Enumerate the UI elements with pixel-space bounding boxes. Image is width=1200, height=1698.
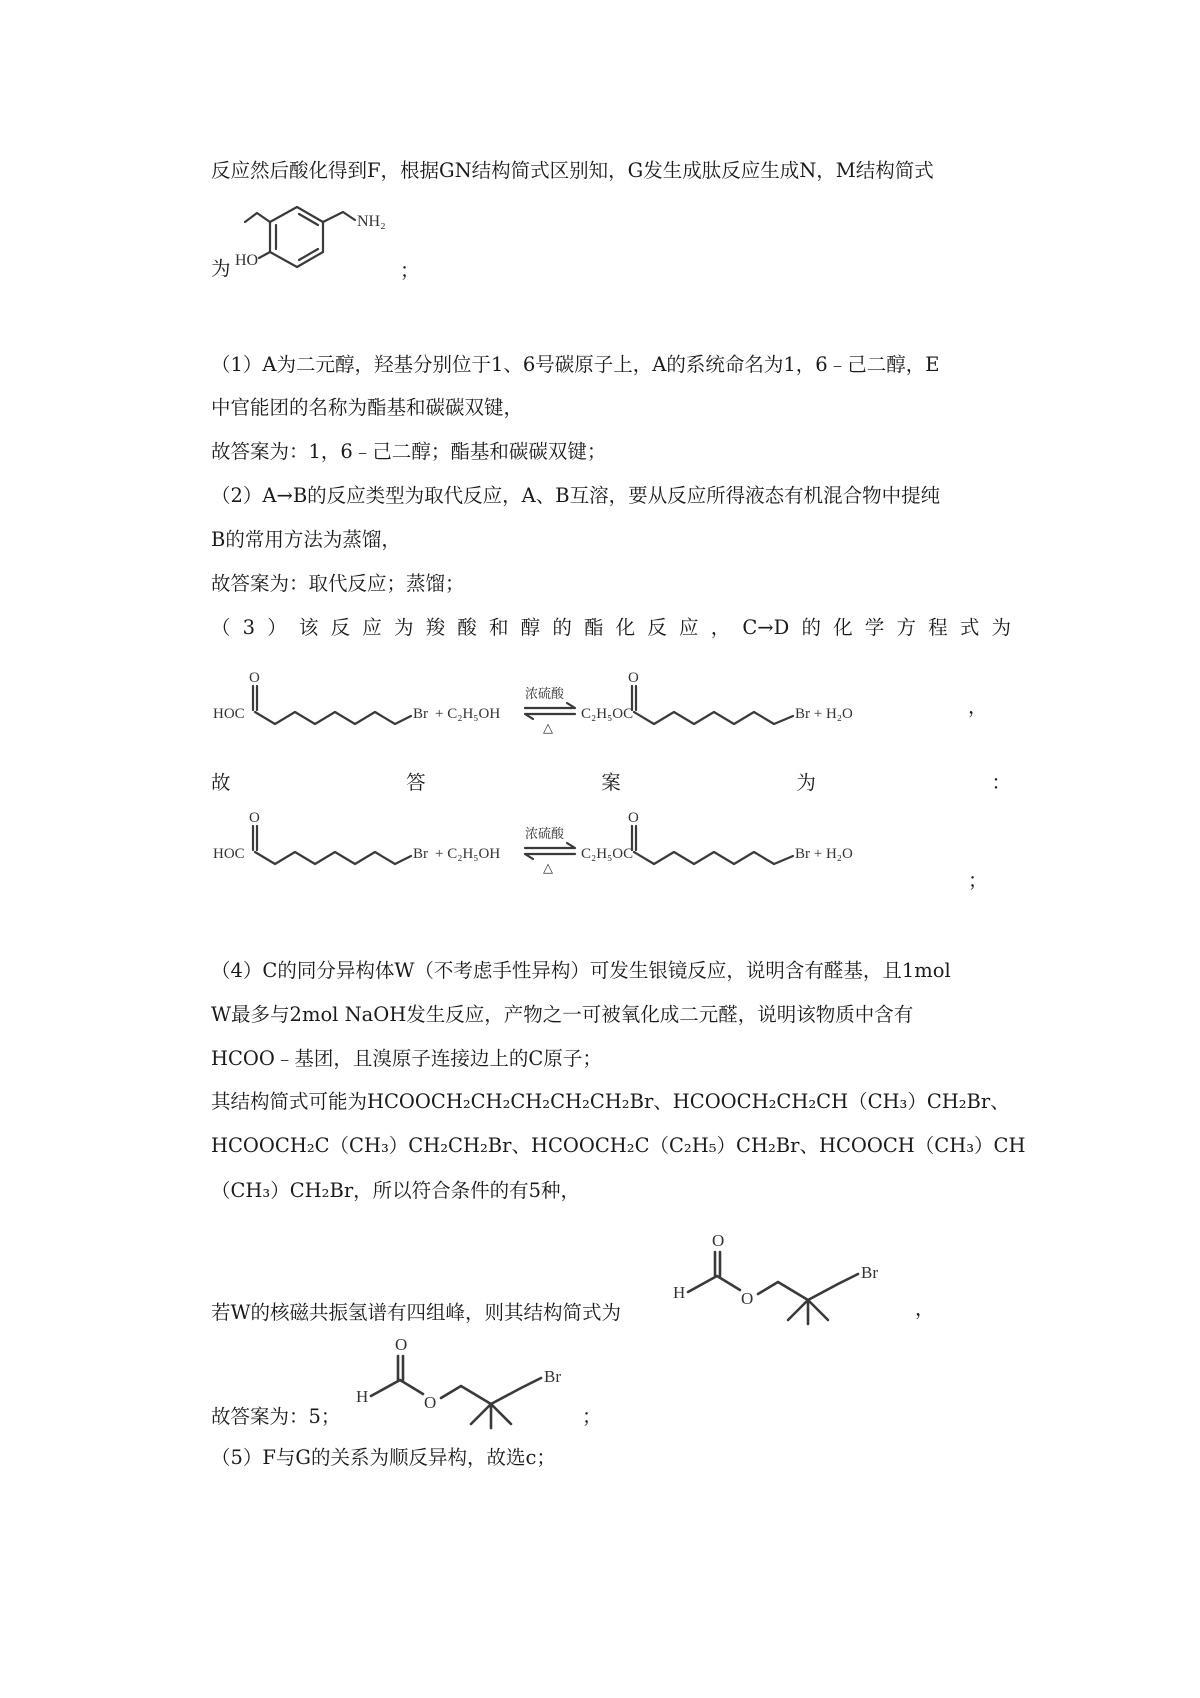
text-line: 其结构简式可能为HCOOCH₂CH₂CH₂CH₂CH₂Br、HCOOCH₂CH₂CH（CH₃）CH₂Br、	[211, 1090, 1010, 1113]
text-suffix: ；	[968, 869, 988, 892]
text-line: （2）A→B的反应类型为取代反应，A、B互溶，要从反应所得液态有机混合物中提纯	[211, 484, 941, 507]
structure-label: O	[395, 1335, 408, 1354]
equation-label: 浓硫酸	[525, 686, 565, 701]
equation-label: O	[249, 810, 260, 826]
equation-label: △	[543, 860, 553, 875]
equation-label: O	[628, 670, 639, 686]
structure-label: H	[356, 1387, 369, 1406]
text-line	[211, 256, 231, 282]
text-line: （CH₃）CH₂Br，所以符合条件的有5种，	[211, 1179, 581, 1202]
structure-label: O	[424, 1393, 437, 1412]
text-line: 故答案为：1，6﹣己二醇；酯基和碳碳双键；	[211, 440, 607, 463]
equation-label: O	[249, 670, 260, 686]
structure-label: O	[712, 1231, 725, 1250]
text-suffix: ；	[400, 259, 420, 282]
structure-label: NH₂	[357, 213, 386, 230]
text-line: 反应然后酸化得到F，根据GN结构简式区别知，G发生成肽反应生成N，M结构简式	[211, 159, 934, 182]
text-prefix: 为	[211, 257, 231, 280]
text-line: HCOOCH₂C（CH₃）CH₂CH₂Br、HCOOCH₂C（C₂H₅）CH₂Br、HCOOCH（CH₃）CH	[211, 1134, 1026, 1157]
text-suffix: ；	[582, 1405, 602, 1428]
equation-label: △	[543, 720, 553, 735]
reaction-equation	[213, 668, 973, 743]
structure-label: Br	[861, 1263, 878, 1282]
structure-label: O	[741, 1289, 754, 1308]
text-line: 若W的核磁共振氢谱有四组峰，则其结构简式为	[211, 1301, 622, 1324]
text-line: （1）A为二元醇，羟基分别位于1、6号碳原子上，A的系统命名为1，6﹣己二醇，E	[211, 353, 940, 376]
text-line: B的常用方法为蒸馏，	[211, 528, 401, 551]
text-suffix: ，	[968, 695, 988, 718]
equation-label: + C₂H₅OH	[435, 706, 501, 722]
equation-label: + C₂H₅OH	[435, 846, 501, 862]
structure-w	[353, 1332, 593, 1432]
equation-label: O	[628, 810, 639, 826]
equation-label: Br + H₂O	[795, 706, 853, 722]
structure-label: H	[673, 1283, 686, 1302]
equation-label: HOC	[213, 846, 245, 862]
structure-label: Br	[544, 1367, 561, 1386]
text-line: 故答案为：	[211, 771, 1011, 794]
structure-m	[235, 200, 405, 275]
text-line: 故答案为：取代反应；蒸馏；	[211, 572, 465, 595]
text-line: 中官能团的名称为酯基和碳碳双键，	[211, 396, 524, 419]
text-suffix: ，	[915, 1297, 935, 1320]
text-line: W最多与2mol NaOH发生反应，产物之一可被氧化成二元醛，说明该物质中含有	[211, 1003, 914, 1026]
text-line: 故答案为：5；	[211, 1405, 341, 1428]
text-line: （4）C的同分异构体W（不考虑手性异构）可发生银镜反应，说明含有醛基，且1mol	[211, 959, 951, 982]
equation-label: HOC	[213, 706, 245, 722]
structure-w	[670, 1228, 910, 1328]
text-line: （5）F与G的关系为顺反异构，故选c；	[211, 1446, 556, 1469]
equation-label: C₂H₅OC	[581, 846, 634, 862]
equation-label: C₂H₅OC	[581, 706, 634, 722]
text-line: HCOO﹣基团，且溴原子连接边上的C原子；	[211, 1047, 602, 1070]
equation-label: 浓硫酸	[525, 826, 565, 841]
structure-label: HO	[235, 252, 259, 269]
equation-label: Br	[413, 706, 428, 722]
reaction-equation	[213, 808, 973, 883]
equation-label: Br + H₂O	[795, 846, 853, 862]
text-line: （3）该反应为羧酸和醇的酯化反应，C→D的化学方程式为	[211, 616, 1011, 639]
equation-label: Br	[413, 846, 428, 862]
